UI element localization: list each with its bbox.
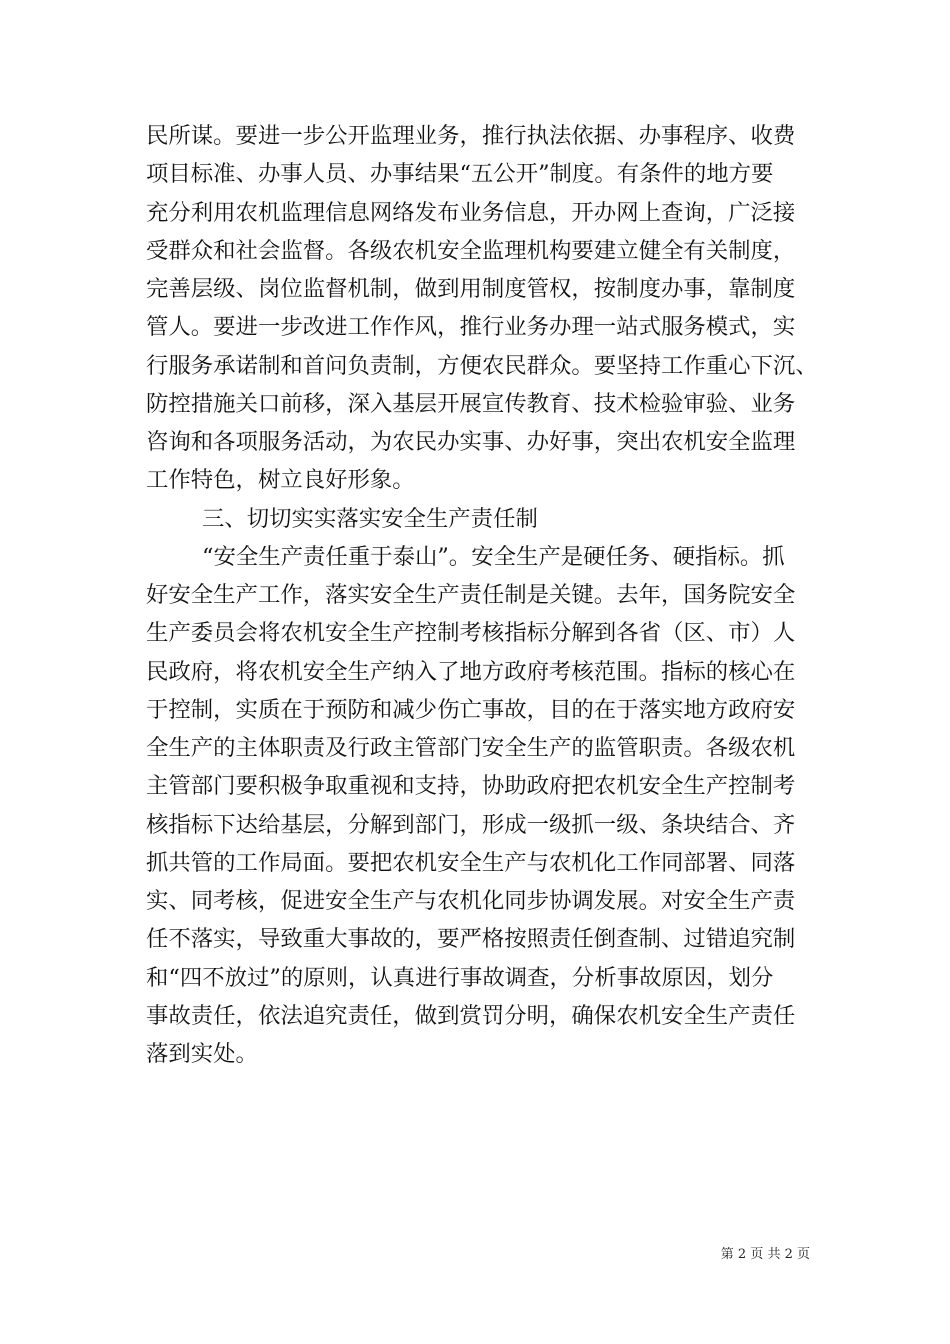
text-line: 事故责任，依法追究责任，做到赏罚分明，确保农机安全生产责任 [146, 1002, 796, 1029]
text-line: 咨询和各项服务活动，为农民办实事、办好事，突出农机安全监理 [146, 429, 796, 455]
text-line: 实、同考核，促进安全生产与农机化同步协调发展。对安全生产责 [146, 888, 796, 914]
text-line: “安全生产责任重于泰山”。安全生产是硬任务、硬指标。抓 [202, 543, 785, 570]
text-line: 好安全生产工作，落实安全生产责任制是关键。去年，国务院安全 [146, 582, 796, 608]
text-line: 生产委员会将农机安全生产控制考核指标分解到各省（区、市）人 [146, 620, 796, 647]
text-line: 民所谋。要进一步公开监理业务，推行执法依据、办事程序、收费 [146, 123, 796, 149]
text-line: 落到实处。 [146, 1041, 258, 1067]
text-line: 受群众和社会监督。各级农机安全监理机构要建立健全有关制度， [146, 237, 796, 264]
text-line: 核指标下达给基层，分解到部门，形成一级抓一级、条块结合、齐 [146, 811, 796, 838]
text-line: 管人。要进一步改进工作作风，推行业务办理一站式服务模式，实 [146, 314, 796, 341]
text-line: 行服务承诺制和首问负责制，方便农民群众。要坚持工作重心下沉、 [146, 352, 818, 379]
text-line: 民政府，将农机安全生产纳入了地方政府考核范围。指标的核心在 [146, 658, 796, 685]
body-text [146, 117, 818, 1073]
text-line: 和“四不放过”的原则，认真进行事故调查，分析事故原因，划分 [146, 964, 774, 991]
text-line: 充分利用农机监理信息网络发布业务信息，开办网上查询，广泛接 [146, 199, 796, 226]
page-number-footer: 第 2 页 共 2 页 [720, 1247, 810, 1262]
text-line: 全生产的主体职责及行政主管部门安全生产的监管职责。各级农机 [146, 735, 796, 761]
text-line: 防控措施关口前移，深入基层开展宣传教育、技术检验审验、业务 [146, 390, 796, 417]
text-line: 抓共管的工作局面。要把农机安全生产与农机化工作同部署、同落 [146, 849, 796, 876]
text-line: 主管部门要积极争取重视和支持，协助政府把农机安全生产控制考 [146, 773, 796, 800]
text-line: 工作特色，树立良好形象。 [146, 467, 415, 494]
text-line: 完善层级、岗位监督机制，做到用制度管权，按制度办事，靠制度 [146, 276, 796, 302]
text-line: 项目标准、办事人员、办事结果“五公开”制度。有条件的地方要 [146, 161, 774, 188]
text-line: 于控制，实质在于预防和减少伤亡事故，目的在于落实地方政府安 [146, 696, 796, 723]
section-heading: 三、切切实实落实安全生产责任制 [202, 505, 538, 532]
text-line: 任不落实，导致重大事故的，要严格按照责任倒查制、过错追究制 [146, 926, 796, 953]
